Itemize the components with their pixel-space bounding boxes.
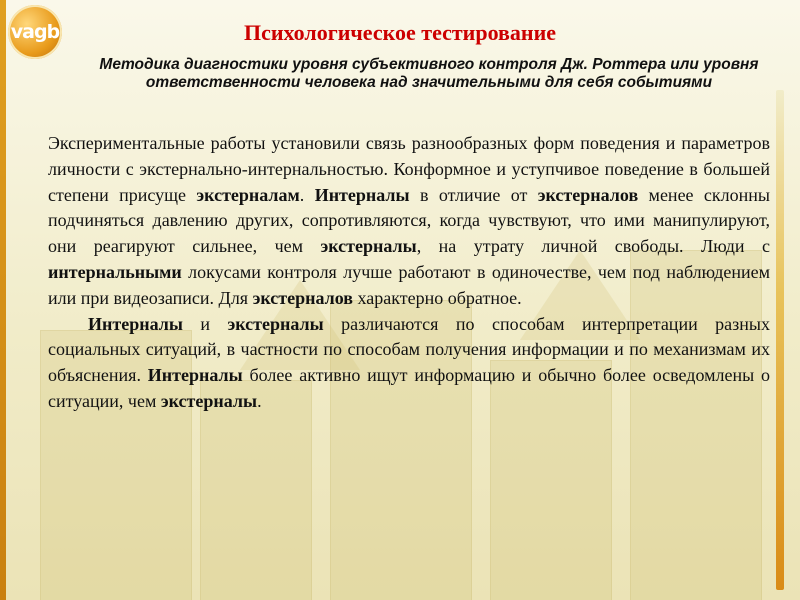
text-run: локусами контроля лучше работают в одиночестве, чем под наблюдением или при видеозаписи. Для xyxy=(48,261,770,308)
bold-term: Интерналы xyxy=(88,313,183,334)
bold-term: экстерналам xyxy=(196,184,300,205)
text-run: . xyxy=(257,390,262,411)
left-accent-strip xyxy=(0,0,6,600)
text-run: менее склонны подчиняться давлению других, сопротивляются, когда чувствуют, что ими манипулируют, они реагируют сильнее, чем xyxy=(48,184,771,257)
bold-term: Интерналы xyxy=(314,184,410,205)
body-text xyxy=(48,131,770,415)
bold-term: экстерналы xyxy=(227,313,324,334)
bold-term: экстерналов xyxy=(537,184,639,205)
bold-term: интернальными xyxy=(48,261,182,282)
text-run: . xyxy=(299,184,315,205)
right-accent-strip xyxy=(776,90,784,590)
bold-term: Интерналы xyxy=(147,365,243,386)
bold-term: экстерналы xyxy=(320,236,417,257)
text-run: более активно ищут информацию и обычно более осведомлены о ситуации, чем xyxy=(48,365,771,411)
text-run: Экспериментальные работы установили связь разнообразных форм поведения и параметров личности с экстернально-интернальностью. Конформное и уступчивое поведение в большей степени присуще xyxy=(48,133,770,205)
text-run: характерно обратное. xyxy=(353,287,522,308)
text-run: , на утрату личной свободы. Люди с xyxy=(416,236,770,257)
logo-text: vagb xyxy=(10,21,60,43)
text-run: в отличие от xyxy=(409,184,538,205)
bold-term: экстерналы xyxy=(160,390,258,411)
page-title: Психологическое тестирование xyxy=(243,20,557,45)
bold-term: экстерналов xyxy=(252,287,354,308)
page-subtitle: Методика диагностики уровня субъективного контроля Дж. Роттера или уровня ответственности человека над значительными для себя событиями xyxy=(99,56,759,91)
text-run: и xyxy=(182,313,228,334)
paragraph-1 xyxy=(48,131,770,312)
paragraph-2 xyxy=(48,312,770,415)
text-run: различаются по способам интерпретации разных социальных ситуаций, в частности по способам получения информации и по механизмам их объяснения. xyxy=(48,313,770,386)
